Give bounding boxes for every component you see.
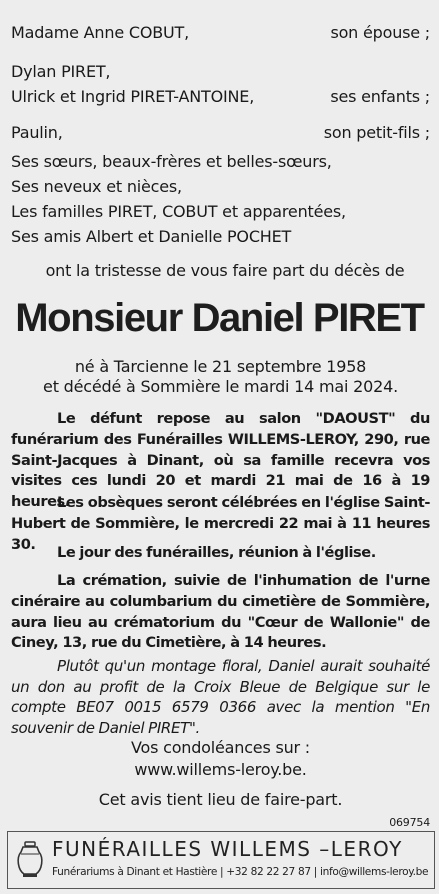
relatives-line: Les familles PIRET, COBUT et apparentées,: [11, 202, 346, 221]
deceased-name: Monsieur Daniel PIRET: [15, 296, 424, 340]
relatives-line: Ses amis Albert et Danielle POCHET: [11, 227, 292, 246]
reference-number: 069754: [389, 816, 430, 829]
condolences-website[interactable]: www.willems-leroy.be.: [134, 760, 307, 779]
funeral-home-contact: Funérariums à Dinant et Hastière | +32 82 22 27 87 | info@willems-leroy.be: [52, 866, 429, 878]
spouse-row: [11, 23, 430, 43]
urn-icon: [14, 840, 46, 880]
children-row: [11, 87, 430, 107]
repose-paragraph: Le défunt repose au salon "DAOUST" du funérarium des Funérailles WILLEMS-LEROY, 290, rue Saint-Jacques à Dinant, où sa famille recevra vos visites ces lundi 20 et mardi 21 mai de 16 à 19 heures.: [11, 410, 430, 511]
funeral-paragraph: Les obsèques seront célébrées en l'église Saint-Hubert de Sommière, le mercredi 22 mai à 11 heures 30.: [11, 494, 430, 553]
notice-line: Cet avis tient lieu de faire-part.: [98, 790, 343, 809]
announcement-text: ont la tristesse de vous faire part du décès de: [45, 261, 405, 280]
grandchild-role: son petit-fils ;: [323, 123, 430, 142]
child-name-2: Ulrick et Ingrid PIRET-ANTOINE,: [11, 87, 255, 106]
funeral-home-footer: [7, 831, 435, 889]
relatives-line: Ses neveux et nièces,: [11, 177, 182, 196]
grandchild-row: [11, 123, 430, 143]
spouse-name: Madame Anne COBUT,: [11, 23, 189, 42]
child-name-1: Dylan PIRET,: [11, 62, 111, 81]
donation-paragraph: Plutôt qu'un montage floral, Daniel aurait souhaité un don au profit de la Croix Bleue de Belgique sur le compte BE07 0015 6579 0366 avec la mention "En souvenir de Daniel PIRET".: [11, 657, 430, 737]
birth-line: né à Tarcienne le 21 septembre 1958: [74, 357, 367, 376]
spouse-role: son épouse ;: [330, 23, 430, 42]
condolences-line: Vos condoléances sur :: [130, 738, 310, 757]
relatives-line: Ses sœurs, beaux-frères et belles-sœurs,: [11, 152, 332, 171]
children-role: ses enfants ;: [330, 87, 430, 106]
grandchild-name: Paulin,: [11, 123, 63, 142]
meeting-paragraph: Le jour des funérailles, réunion à l'église.: [57, 544, 376, 561]
death-line: et décédé à Sommière le mardi 14 mai 2024.: [43, 377, 398, 396]
funeral-home-brand: FUNÉRAILLES WILLEMS –LEROY: [52, 837, 403, 861]
cremation-paragraph: La crémation, suivie de l'inhumation de l'urne cinéraire au columbarium du cimetière de Sommière, aura lieu au crématorium du "Cœur de Wallonie" de Ciney, 13, rue du Cimetière, à 14 heures.: [11, 572, 430, 652]
